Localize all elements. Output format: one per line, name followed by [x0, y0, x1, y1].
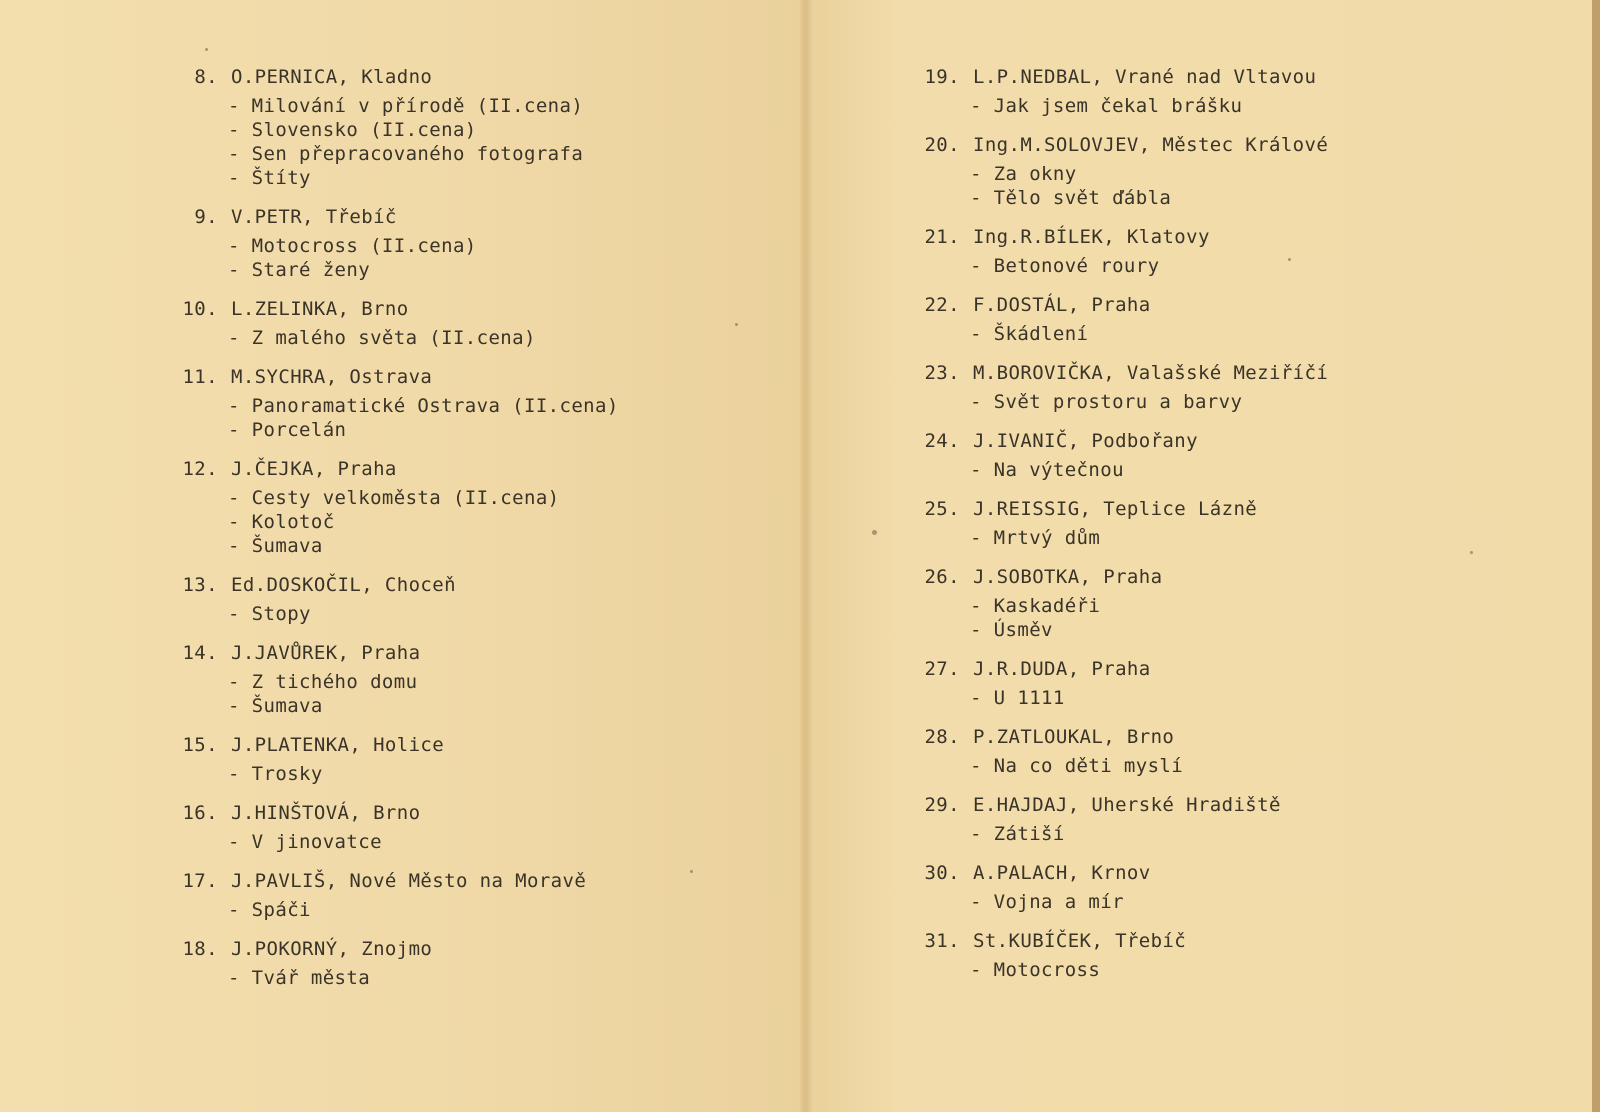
entry-author: J.SOBOTKA, Praha [973, 566, 1163, 588]
works-list [228, 670, 778, 728]
entry [178, 200, 778, 292]
paper-speck [205, 48, 208, 51]
work-title: - Spáči [228, 899, 311, 921]
work-title: - Slovensko (II.cena) [228, 119, 477, 141]
entry [178, 452, 778, 568]
work-title: - Tělo svět ďábla [970, 187, 1172, 209]
entry-author: Ing.R.BÍLEK, Klatovy [973, 226, 1210, 248]
works-list [970, 822, 1560, 856]
entry-author: Ing.M.SOLOVJEV, Městec Králové [973, 134, 1329, 156]
works-list [228, 602, 778, 636]
entry-number: 25. [924, 498, 960, 520]
entry [178, 932, 778, 1000]
entry-number: 31. [924, 930, 960, 952]
work-title: - Trosky [228, 763, 323, 785]
entry [920, 788, 1560, 856]
paper-speck [872, 530, 877, 535]
works-list [970, 458, 1560, 492]
entry-author: V.PETR, Třebíč [231, 206, 397, 228]
work-title: - Za okny [970, 163, 1077, 185]
work-title: - Staré ženy [228, 259, 371, 281]
entry-author: L.ZELINKA, Brno [231, 298, 409, 320]
entry-author: J.ČEJKA, Praha [231, 458, 397, 480]
entry [920, 720, 1560, 788]
left-entry-list [178, 60, 778, 1000]
entry [920, 560, 1560, 652]
works-list [970, 594, 1560, 652]
work-title: - Z malého světa (II.cena) [228, 327, 536, 349]
work-title: - Panoramatické Ostrava (II.cena) [228, 395, 619, 417]
entry [920, 652, 1560, 720]
entry-number: 19. [924, 66, 960, 88]
work-title: - Šumava [228, 695, 323, 717]
works-list [970, 390, 1560, 424]
work-title: - Milování v přírodě (II.cena) [228, 95, 584, 117]
work-title: - Kolotoč [228, 511, 335, 533]
work-title: - Štíty [228, 167, 311, 189]
entry-number: 23. [924, 362, 960, 384]
work-title: - Betonové roury [970, 255, 1160, 277]
entry-author: St.KUBÍČEK, Třebíč [973, 930, 1187, 952]
entry-number: 18. [182, 938, 218, 960]
work-title: - Šumava [228, 535, 323, 557]
entry-author: J.PAVLIŠ, Nové Město na Moravě [231, 870, 587, 892]
entry-author: M.BOROVIČKA, Valašské Meziříčí [973, 362, 1329, 384]
works-list [970, 94, 1560, 128]
entry-author: L.P.NEDBAL, Vrané nad Vltavou [973, 66, 1317, 88]
entry [178, 60, 778, 200]
entry-author: J.R.DUDA, Praha [973, 658, 1151, 680]
page-edge [1592, 0, 1600, 1112]
work-title: - Kaskadéři [970, 595, 1101, 617]
works-list [970, 254, 1560, 288]
works-list [228, 898, 778, 932]
entry-number: 13. [182, 574, 218, 596]
paper-speck [690, 870, 693, 873]
entry [920, 60, 1560, 128]
entry-author: P.ZATLOUKAL, Brno [973, 726, 1175, 748]
entry-author: E.HAJDAJ, Uherské Hradiště [973, 794, 1281, 816]
entry-number: 12. [182, 458, 218, 480]
entry [920, 492, 1560, 560]
works-list [228, 966, 778, 1000]
entry-number: 30. [924, 862, 960, 884]
work-title: - Škádlení [970, 323, 1089, 345]
work-title: - Porcelán [228, 419, 347, 441]
work-title: - Zátiší [970, 823, 1065, 845]
work-title: - Vojna a mír [970, 891, 1124, 913]
entry-number: 15. [182, 734, 218, 756]
work-title: - Svět prostoru a barvy [970, 391, 1243, 413]
entry-number: 20. [924, 134, 960, 156]
work-title: - Cesty velkoměsta (II.cena) [228, 487, 560, 509]
entry-number: 27. [924, 658, 960, 680]
entry-number: 14. [182, 642, 218, 664]
work-title: - Na co děti myslí [970, 755, 1184, 777]
works-list [228, 394, 778, 452]
entry [178, 796, 778, 864]
entry-author: J.HINŠTOVÁ, Brno [231, 802, 421, 824]
works-list [228, 762, 778, 796]
right-entry-list [920, 60, 1560, 992]
works-list [228, 94, 778, 200]
entry [920, 356, 1560, 424]
works-list [970, 162, 1560, 220]
entry-number: 24. [924, 430, 960, 452]
entry-number: 11. [182, 366, 218, 388]
entry-author: J.POKORNÝ, Znojmo [231, 938, 433, 960]
entry [920, 856, 1560, 924]
works-list [228, 486, 778, 568]
entry [178, 360, 778, 452]
entry-author: J.REISSIG, Teplice Lázně [973, 498, 1258, 520]
entry-author: Ed.DOSKOČIL, Choceň [231, 574, 456, 596]
entry [178, 636, 778, 728]
work-title: - V jinovatce [228, 831, 382, 853]
entry-author: A.PALACH, Krnov [973, 862, 1151, 884]
works-list [970, 958, 1560, 992]
paper-speck [1470, 551, 1473, 554]
entry-number: 28. [924, 726, 960, 748]
work-title: - Jak jsem čekal brášku [970, 95, 1243, 117]
entry-number: 16. [182, 802, 218, 824]
entry [920, 288, 1560, 356]
entry-author: J.PLATENKA, Holice [231, 734, 445, 756]
work-title: - Na výtečnou [970, 459, 1124, 481]
works-list [970, 890, 1560, 924]
work-title: - Úsměv [970, 619, 1053, 641]
works-list [228, 830, 778, 864]
works-list [970, 686, 1560, 720]
entry [178, 728, 778, 796]
entry-number: 9. [194, 206, 218, 228]
entry-author: M.SYCHRA, Ostrava [231, 366, 433, 388]
paper-speck [735, 323, 738, 326]
works-list [228, 234, 778, 292]
entry [178, 292, 778, 360]
entry [920, 128, 1560, 220]
work-title: - U 1111 [970, 687, 1065, 709]
entry [920, 424, 1560, 492]
entry [178, 568, 778, 636]
works-list [970, 754, 1560, 788]
entry-author: J.JAVŮREK, Praha [231, 642, 421, 664]
entry-number: 22. [924, 294, 960, 316]
entry [178, 864, 778, 932]
entry-number: 17. [182, 870, 218, 892]
entry-number: 21. [924, 226, 960, 248]
work-title: - Z tichého domu [228, 671, 418, 693]
paper-speck [1288, 258, 1291, 261]
entry-number: 8. [194, 66, 218, 88]
entry-number: 10. [182, 298, 218, 320]
page-fold [800, 0, 812, 1112]
entry-author: O.PERNICA, Kladno [231, 66, 433, 88]
work-title: - Motocross [970, 959, 1101, 981]
entry [920, 220, 1560, 288]
works-list [970, 526, 1560, 560]
entry [920, 924, 1560, 992]
works-list [970, 322, 1560, 356]
work-title: - Stopy [228, 603, 311, 625]
works-list [228, 326, 778, 360]
work-title: - Sen přepracovaného fotografa [228, 143, 584, 165]
entry-number: 29. [924, 794, 960, 816]
work-title: - Tvář města [228, 967, 371, 989]
work-title: - Motocross (II.cena) [228, 235, 477, 257]
entry-author: F.DOSTÁL, Praha [973, 294, 1151, 316]
work-title: - Mrtvý dům [970, 527, 1101, 549]
entry-number: 26. [924, 566, 960, 588]
entry-author: J.IVANIČ, Podbořany [973, 430, 1198, 452]
